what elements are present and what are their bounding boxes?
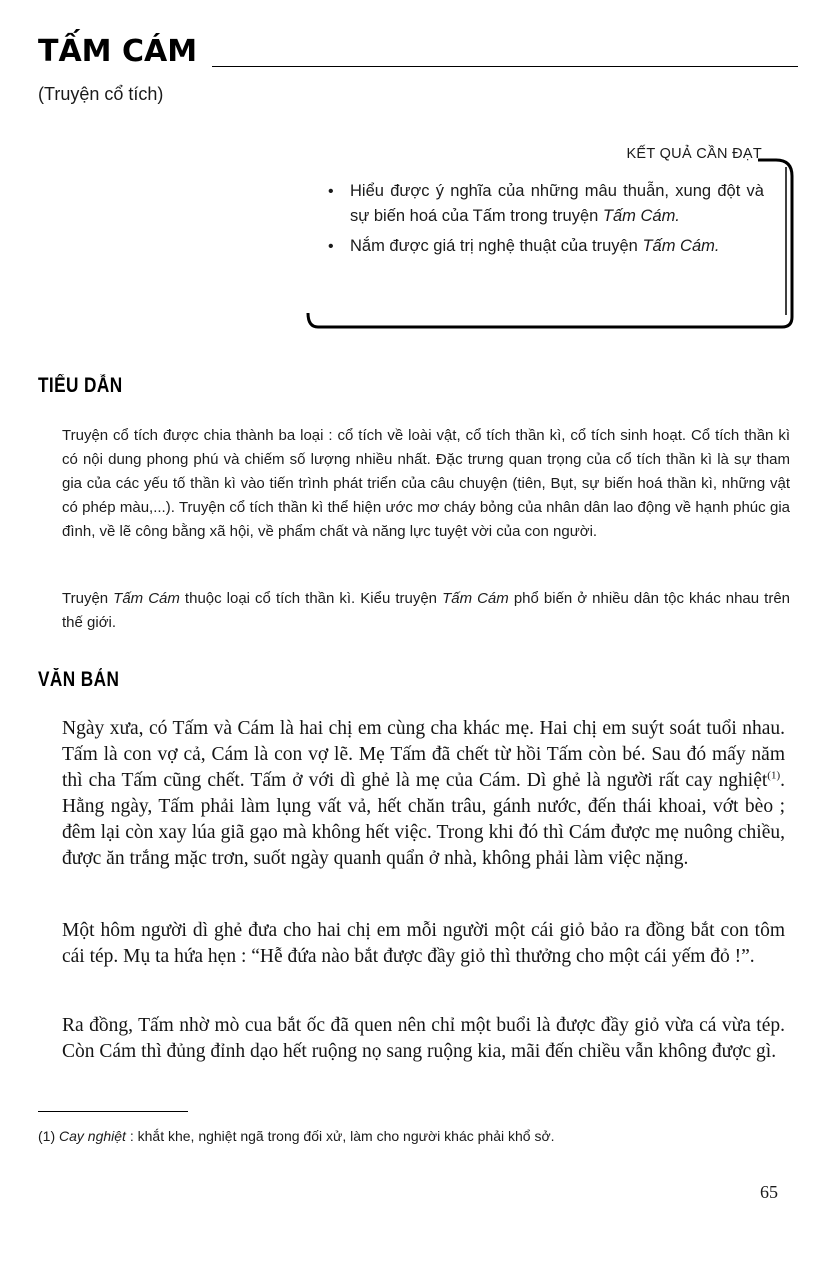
footnote-rule bbox=[38, 1111, 188, 1112]
italic-title: Tấm Cám bbox=[442, 590, 509, 607]
text-run: Truyện bbox=[62, 590, 114, 607]
learning-goals-box bbox=[306, 143, 794, 329]
footnote-term: Cay nghiệt bbox=[59, 1128, 126, 1144]
goal-item bbox=[328, 179, 764, 229]
goals-list bbox=[328, 179, 764, 264]
story-paragraph: Ra đồng, Tấm nhờ mò cua bắt ốc đã quen nên chỉ một buổi là được đầy giỏ vừa cá vừa tép. Còn Cám thì đủng đỉnh dạo hết ruộng nọ sang ruộng kia, mãi đến chiều vẫn không được gì. bbox=[62, 1015, 785, 1062]
page-subtitle: (Truyện cổ tích) bbox=[38, 84, 164, 104]
text-run: phổ biến ở nhiều dân tộc khác nhau trên thế giới. bbox=[62, 590, 791, 631]
bullet-icon: • bbox=[328, 183, 334, 200]
footnote bbox=[38, 1128, 778, 1144]
text-run: Ngày xưa, có Tấm và Cám là hai chị em cùng cha khác mẹ. Hai chị em suýt soát tuổi nhau. Tấm là con vợ cả, Cám là con vợ lẽ. Mẹ Tấm đã chết từ hồi Tấm còn bé. Sau đó mấy năm thì cha Tấm cũng chết. Tấm ở với dì ghẻ là mẹ của Cám. Dì ghẻ là người rất cay nghiệt bbox=[62, 718, 785, 791]
intro-paragraph bbox=[62, 587, 790, 635]
section-heading-tieu-dan: TIỂU DẪN bbox=[38, 374, 123, 397]
section-heading-van-ban: VĂN BẢN bbox=[38, 668, 120, 691]
italic-title: Tấm Cám bbox=[113, 590, 180, 607]
story-paragraph: Một hôm người dì ghẻ đưa cho hai chị em mỗi người một cái giỏ bảo ra đồng bắt con tôm cái tép. Mụ ta hứa hẹn : “Hễ đứa nào bắt được đầy giỏ thì thưởng cho một cái yếm đỏ !”. bbox=[62, 920, 785, 967]
bullet-icon: • bbox=[328, 238, 334, 255]
page-number: 65 bbox=[760, 1182, 778, 1202]
goal-item-italic: Tấm Cám. bbox=[602, 207, 680, 225]
story-paragraph bbox=[62, 716, 785, 872]
page-title: TẤM CÁM bbox=[38, 34, 198, 69]
goal-item-text: Nắm được giá trị nghệ thuật của truyện bbox=[350, 237, 643, 255]
footnote-definition: : khắt khe, nghiệt ngã trong đối xử, làm cho người khác phải khổ sở. bbox=[125, 1128, 555, 1144]
title-rule bbox=[212, 66, 798, 67]
goal-item-italic: Tấm Cám. bbox=[642, 237, 720, 255]
footnote-reference: (1) bbox=[767, 769, 781, 782]
goal-item bbox=[328, 234, 764, 259]
text-run: . Hằng ngày, Tấm phải làm lụng vất vả, hết chăn trâu, gánh nước, đến thái khoai, vớt bèo ; đêm lại còn xay lúa giã gạo mà không hết việc. Trong khi đó thì Cám được mẹ nuông chiều, được ăn trắng mặc trơn, suốt ngày quanh quẩn ở nhà, không phải làm việc nặng. bbox=[62, 770, 785, 869]
text-run: thuộc loại cổ tích thần kì. Kiểu truyện bbox=[179, 590, 443, 607]
footnote-marker: (1) bbox=[38, 1128, 56, 1144]
goal-item-text: Hiểu được ý nghĩa của những mâu thuẫn, xung đột và sự biến hoá của Tấm trong truyện bbox=[350, 182, 764, 225]
intro-paragraph: Truyện cổ tích được chia thành ba loại : cổ tích về loài vật, cổ tích thần kì, cổ tích sinh hoạt. Cổ tích thần kì có nội dung phong phú và chiếm số lượng nhiều nhất. Đặc trưng quan trọng của cổ tích thần kì là sự tham gia của các yếu tố thần kì vào tiến trình phát triển của câu chuyện (tiên, Bụt, sự biến hoá thần kì, những vật có phép màu,...). Truyện cổ tích thần kì thể hiện ước mơ cháy bỏng của nhân dân lao động về hạnh phúc gia đình, về lẽ công bằng xã hội, về phẩm chất và năng lực tuyệt vời của con người. bbox=[62, 427, 790, 540]
goals-heading: KẾT QUẢ CẦN ĐẠT bbox=[626, 146, 762, 162]
